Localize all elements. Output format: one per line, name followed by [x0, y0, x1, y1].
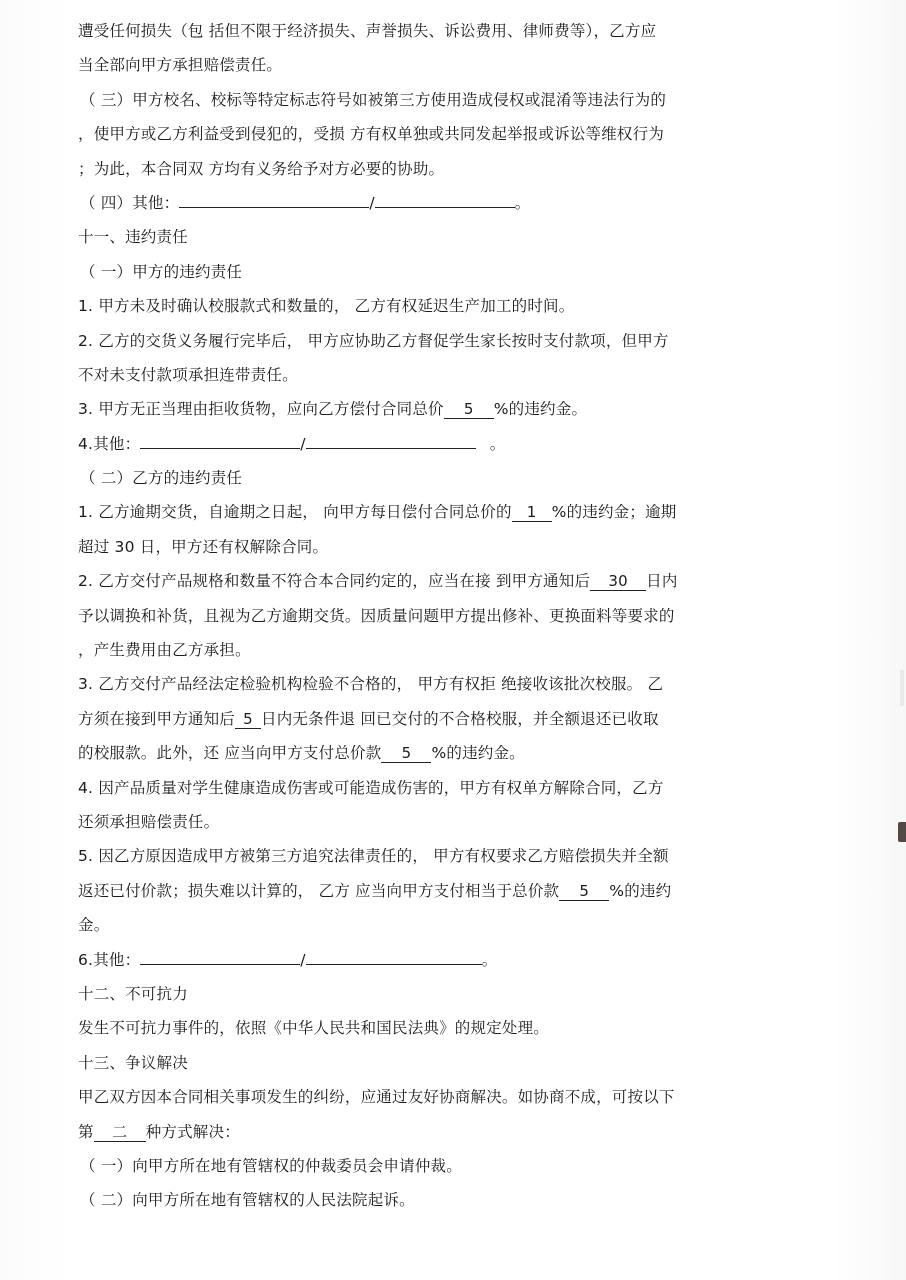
period: 。 [489, 434, 506, 453]
text-segment: 2. 乙方交付产品规格和数量不符合本合同约定的，应当在接 到甲方通知后 [78, 572, 591, 591]
section-heading-13: 十三、争议解决 [78, 1053, 188, 1072]
dispute-method-choice [78, 1115, 790, 1149]
text-segment: 日内 [646, 572, 678, 591]
text-line: 1. 甲方未及时确认校服款式和数量的， 乙方有权延迟生产加工的时间。 [78, 297, 575, 316]
filled-blank-value: 5 [235, 708, 261, 729]
scan-edge-shadow [900, 670, 904, 706]
filled-blank-value: 5 [559, 880, 609, 901]
filled-blank-value: 1 [512, 501, 552, 522]
blank-slash: / [300, 434, 306, 453]
text-line: 超过 30 日，甲方还有权解除合同。 [78, 537, 329, 556]
fill-blank [306, 944, 482, 965]
filled-blank-value: 5 [444, 398, 494, 419]
text-line: 不对未支付款项承担连带责任。 [78, 365, 298, 384]
label-other: 6.其他： [78, 950, 141, 969]
clause-4-other [78, 186, 790, 220]
text-segment: 第 [78, 1122, 94, 1141]
text-segment: 日内无条件退 回已交付的不合格校服，并全额退还已收取 [261, 709, 659, 728]
text-line: 当全部向甲方承担赔偿责任。 [78, 56, 283, 75]
text-line: 遭受任何损失（包 括但不限于经济损失、声誉损失、诉讼费用、律师费等），乙方应 [78, 22, 657, 40]
scan-edge-mark [898, 822, 906, 842]
text-segment: 3. 甲方无正当理由拒收货物，应向乙方偿付合同总价 [78, 400, 444, 419]
text-segment: %的违约金；逾期 [551, 503, 677, 522]
fill-blank [306, 428, 476, 449]
text-line: 予以调换和补货，且视为乙方逾期交货。因质量问题甲方提出修补、更换面料等要求的 [78, 606, 675, 625]
contract-text [78, 14, 790, 1218]
dispute-option-court: （ 二）向甲方所在地有管辖权的人民法院起诉。 [80, 1191, 415, 1210]
text-segment: %的违约金。 [431, 744, 525, 763]
subheading-party-a: （ 一）甲方的违约责任 [80, 262, 243, 281]
clause-a4-other [78, 427, 790, 461]
text-segment: %的违约 [609, 881, 672, 900]
text-line: ；为此，本合同双 方均有义务给予对方必要的协助。 [78, 159, 445, 178]
clause-b2 [78, 564, 790, 598]
text-line: 4. 因产品质量对学生健康造成伤害或可能造成伤害的，甲方有权单方解除合同，乙方 [78, 778, 664, 797]
fill-blank [140, 944, 300, 965]
text-segment: %的违约金。 [493, 400, 588, 419]
text-line: 5. 因乙方原因造成甲方被第三方追究法律责任的， 甲方有权要求乙方赔偿损失并全额 [78, 847, 669, 866]
text-line: 2. 乙方的交货义务履行完毕后， 甲方应协助乙方督促学生家长按时支付款项，但甲方 [78, 331, 669, 350]
section-heading-12: 十二、不可抗力 [78, 984, 188, 1003]
fill-blank [140, 428, 300, 449]
section-heading-11: 十一、违约责任 [78, 228, 188, 247]
clause-b5-penalty [78, 874, 790, 908]
filled-blank-value: 5 [381, 742, 431, 763]
clause-b1 [78, 495, 790, 529]
period: 。 [514, 193, 531, 212]
text-line: 发生不可抗力事件的，依照《中华人民共和国民法典》的规定处理。 [78, 1019, 550, 1038]
clause-a3 [78, 392, 790, 426]
blank-slash: / [369, 193, 375, 212]
clause-3-trademark: （ 三）甲方校名、校标等特定标志符号如被第三方使用造成侵权或混淆等违法行为的 [80, 90, 667, 109]
fill-blank [375, 187, 515, 208]
blank-slash: / [300, 950, 306, 969]
text-line: 还须承担赔偿责任。 [78, 812, 220, 831]
text-line: 甲乙双方因本合同相关事项发生的纠纷，应通过友好协商解决。如协商不成，可按以下 [78, 1088, 675, 1107]
clause-b3-penalty [78, 736, 790, 770]
text-line: ，使甲方或乙方利益受到侵犯的，受损 方有权单独或共同发起举报或诉讼等维权行为 [78, 125, 665, 144]
fill-blank [179, 187, 369, 208]
clause-b6-other [78, 943, 790, 977]
clause-b3-cont [78, 702, 790, 736]
label-other: （ 四）其他： [80, 193, 180, 212]
dispute-option-arbitration: （ 一）向甲方所在地有管辖权的仲裁委员会申请仲裁。 [80, 1156, 462, 1175]
period: 。 [481, 950, 498, 969]
text-segment: 方须在接到甲方通知后 [78, 709, 236, 728]
text-line: 金。 [78, 916, 110, 935]
text-line: ，产生费用由乙方承担。 [78, 641, 251, 660]
filled-blank-value: 二 [94, 1121, 146, 1142]
label-other: 4.其他： [78, 434, 141, 453]
text-segment: 返还已付价款；损失难以计算的， 乙方 应当向甲方支付相当于总价款 [78, 881, 560, 900]
text-segment: 的校服款。此外，还 应当向甲方支付总价款 [78, 744, 382, 763]
text-line: 3. 乙方交付产品经法定检验机构检验不合格的， 甲方有权拒 绝接收该批次校服。 乙 [78, 675, 664, 694]
filled-blank-value: 30 [590, 570, 646, 591]
text-segment: 1. 乙方逾期交货，自逾期之日起， 向甲方每日偿付合同总价的 [78, 503, 512, 522]
subheading-party-b: （ 二）乙方的违约责任 [80, 469, 243, 488]
text-segment: 种方式解决： [145, 1122, 240, 1141]
